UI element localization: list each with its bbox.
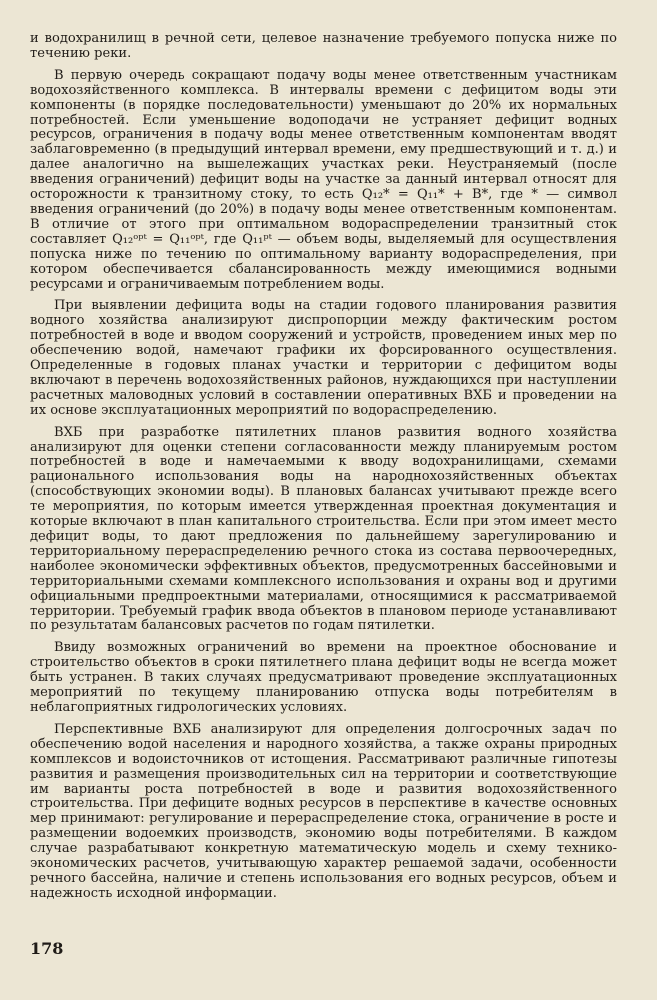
paragraph-restriction-order: В первую очередь сокращают подачу воды менее ответственным участникам водохозяйственного комплекса. В интервалы времени с дефицитом воды эти компоненты (в порядке последовательности) уменьшают до 20% их нормальных потребностей. Если уменьшение водоподачи не устраняет дефицит водных ресурсов, ограничения в подачу воды менее ответственным компонентам вводят заблаговременно (в предыдущий интервал времени, ему предшествующий и т. д.) и далее аналогично на вышележащих участках реки. Неустраняемый (после введения ограничений) дефицит воды на участке за данный интервал относят для осторожности к транзитному стоку, то есть Q₁₂* = Q₁₁* + B*, где * — символ введения ограничений (до 20%) в подачу воды менее ответственным компонентам. В отличие от этого при оптимальном водораспределении транзитный сток составляет Q₁₂ᵒᵖᵗ = Q₁₁ᵒᵖᵗ, где Q₁₁ᵖᵗ — объем воды, выделяемый для осуществления попуска ниже по течению по оптимальному варианту водораспределения, при котором обеспечивается сбалансированность между имеющимися водными ресурсами и ограничиваемым потреблением воды. [30,67,617,292]
paragraph-time-constraints: Ввиду возможных ограничений во времени на проектное обоснование и строительство объектов в сроки пятилетнего плана дефицит воды не всегда может быть устранен. В таких случаях предусматривают проведение эксплуатационных мероприятий по текущему планированию отпуска воды потребителям в неблагоприятных гидрологических условиях. [30,640,617,715]
body-text [30,32,617,902]
paragraph-annual-planning: При выявлении дефицита воды на стадии годового планирования развития водного хозяйства анализируют диспропорции между фактическим ростом потребностей в воде и вводом сооружений и устройств, проведением иных мер по обеспечению водой, намечают графики их форсированного осуществления. Определенные в годовых планах участки и территории с дефицитом воды включают в перечень водохозяйственных районов, нуждающихся при наступлении расчетных маловодных условий в составлении оперативных ВХБ и проведении на их основе эксплуатационных мероприятий по водораспределению. [30,298,617,418]
page-number: 178 [30,939,64,958]
paragraph-long-term-balances: Перспективные ВХБ анализируют для определения долгосрочных задач по обеспечению водой населения и народного хозяйства, а также охраны природных комплексов и водоисточников от истощения. Рассматривают различные гипотезы развития и размещения производительных сил на территории и соответствующие им варианты роста потребностей в воде и развития водохозяйственного строительства. При дефиците водных ресурсов в перспективе в качестве основных мер принимают: регулирование и перераспределение стока, ограничение в росте и размещении водоемких производств, экономию воды потребителями. В каждом случае разрабатывают конкретную математическую модель и схему технико-экономических расчетов, учитывающую характер решаемой задачи, особенности речного бассейна, наличие и степень использования его водных ресурсов, объем и надежность исходной информации. [30,721,617,901]
paragraph-continuation: и водохранилищ в речной сети, целевое назначение требуемого попуска ниже по течению реки. [30,31,617,61]
paragraph-five-year-plans: ВХБ при разработке пятилетних планов развития водного хозяйства анализируют для оценки степени согласованности между планируемым ростом потребностей в воде и намечаемыми к вводу водохранилищами, схемами рационального использования воды на народнохозяйственных объектах (способствующих экономии воды). В плановых балансах учитывают прежде всего те мероприятия, по которым имеется утвержденная проектная документация и которые включают в план капитального строительства. Если при этом имеет место дефицит воды, то дают предложения по дальнейшему зарегулированию и территориальному перераспределению речного стока из состава первоочередных, наиболее экономически эффективных объектов, предусмотренных бассейновыми и территориальными схемами комплексного использования и охраны вод и другими официальными предпроектными материалами, относящимися к рассматриваемой территории. Требуемый график ввода объектов в плановом периоде устанавливают по результатам балансовых расчетов по годам пятилетки. [30,424,617,634]
